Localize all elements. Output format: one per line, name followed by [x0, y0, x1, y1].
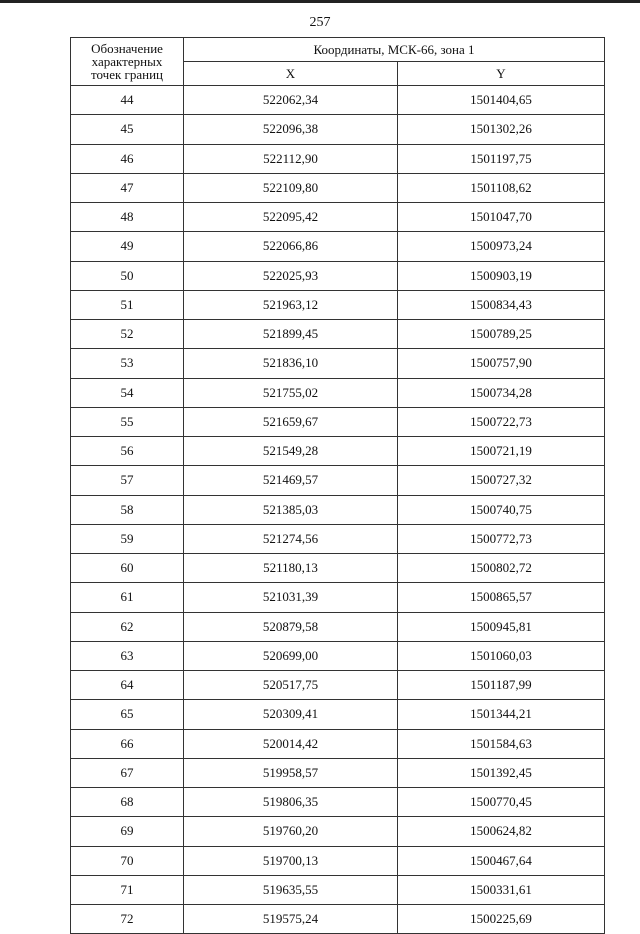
x-coordinate-cell: 519575,24: [184, 905, 398, 934]
table-row: [71, 524, 605, 553]
y-coordinate-cell: 1500945,81: [398, 612, 605, 641]
y-coordinate-cell: 1500734,28: [398, 378, 605, 407]
point-cell: 58: [71, 495, 184, 524]
point-cell: 64: [71, 671, 184, 700]
y-coordinate-cell: 1501584,63: [398, 729, 605, 758]
table-row: [71, 758, 605, 787]
y-coordinate-cell: 1500727,32: [398, 466, 605, 495]
x-coordinate-cell: 521385,03: [184, 495, 398, 524]
x-coordinate-cell: 521549,28: [184, 437, 398, 466]
table-row: [71, 817, 605, 846]
table-row: [71, 729, 605, 758]
y-coordinate-cell: 1500331,61: [398, 875, 605, 904]
table-row: [71, 290, 605, 319]
x-coordinate-cell: 522095,42: [184, 203, 398, 232]
x-coordinate-cell: 521755,02: [184, 378, 398, 407]
x-coordinate-cell: 521180,13: [184, 554, 398, 583]
table-row: [71, 203, 605, 232]
point-cell: 53: [71, 349, 184, 378]
point-designation-header: [71, 38, 184, 86]
point-cell: 47: [71, 173, 184, 202]
table-row: [71, 261, 605, 290]
table-header: [71, 38, 605, 86]
point-designation-line: характерных: [91, 54, 163, 69]
x-coordinate-cell: 519958,57: [184, 758, 398, 787]
point-cell: 46: [71, 144, 184, 173]
y-coordinate-cell: 1500770,45: [398, 788, 605, 817]
table-row: [71, 495, 605, 524]
coordinates-system-header: Координаты, МСК-66, зона 1: [184, 38, 605, 62]
x-coordinate-cell: 521469,57: [184, 466, 398, 495]
x-coordinate-cell: 521963,12: [184, 290, 398, 319]
table-row: [71, 173, 605, 202]
point-cell: 69: [71, 817, 184, 846]
table-row: [71, 554, 605, 583]
x-coordinate-cell: 520309,41: [184, 700, 398, 729]
point-cell: 71: [71, 875, 184, 904]
y-coordinate-cell: 1501404,65: [398, 86, 605, 115]
y-coordinate-cell: 1500467,64: [398, 846, 605, 875]
point-cell: 65: [71, 700, 184, 729]
table-row: [71, 378, 605, 407]
y-coordinate-cell: 1500722,73: [398, 407, 605, 436]
table-row: [71, 583, 605, 612]
x-coordinate-cell: 521031,39: [184, 583, 398, 612]
y-coordinate-cell: 1500721,19: [398, 437, 605, 466]
y-coordinate-cell: 1500834,43: [398, 290, 605, 319]
point-designation-line: Обозначение: [91, 41, 163, 56]
point-cell: 49: [71, 232, 184, 261]
x-coordinate-cell: 522066,86: [184, 232, 398, 261]
x-coordinate-cell: 519806,35: [184, 788, 398, 817]
x-coordinate-cell: 521274,56: [184, 524, 398, 553]
point-cell: 56: [71, 437, 184, 466]
x-column-header: X: [184, 62, 398, 86]
x-coordinate-cell: 520517,75: [184, 671, 398, 700]
y-coordinate-cell: 1501108,62: [398, 173, 605, 202]
table-row: [71, 115, 605, 144]
point-cell: 44: [71, 86, 184, 115]
point-cell: 55: [71, 407, 184, 436]
point-cell: 66: [71, 729, 184, 758]
y-coordinate-cell: 1500789,25: [398, 320, 605, 349]
x-coordinate-cell: 520014,42: [184, 729, 398, 758]
table-row: [71, 875, 605, 904]
x-coordinate-cell: 520699,00: [184, 641, 398, 670]
x-coordinate-cell: 522025,93: [184, 261, 398, 290]
x-coordinate-cell: 520879,58: [184, 612, 398, 641]
table-row: [71, 788, 605, 817]
point-cell: 72: [71, 905, 184, 934]
point-cell: 45: [71, 115, 184, 144]
point-cell: 63: [71, 641, 184, 670]
point-cell: 68: [71, 788, 184, 817]
y-column-header: Y: [398, 62, 605, 86]
table-row: [71, 407, 605, 436]
point-cell: 70: [71, 846, 184, 875]
x-coordinate-cell: 522112,90: [184, 144, 398, 173]
coordinates-table: [70, 37, 605, 934]
y-coordinate-cell: 1500757,90: [398, 349, 605, 378]
table-row: [71, 905, 605, 934]
table-row: [71, 700, 605, 729]
table-row: [71, 846, 605, 875]
table-row: [71, 466, 605, 495]
page-number: 257: [309, 15, 331, 30]
table-row: [71, 671, 605, 700]
point-cell: 61: [71, 583, 184, 612]
x-coordinate-cell: 521659,67: [184, 407, 398, 436]
point-cell: 52: [71, 320, 184, 349]
scan-top-rule: [0, 0, 640, 3]
table-row: [71, 86, 605, 115]
x-coordinate-cell: 522109,80: [184, 173, 398, 202]
x-coordinate-cell: 522062,34: [184, 86, 398, 115]
point-cell: 60: [71, 554, 184, 583]
y-coordinate-cell: 1500624,82: [398, 817, 605, 846]
x-coordinate-cell: 519635,55: [184, 875, 398, 904]
point-cell: 51: [71, 290, 184, 319]
point-designation-line: точек границ: [90, 67, 164, 82]
table-body: [71, 86, 605, 934]
x-coordinate-cell: 522096,38: [184, 115, 398, 144]
x-coordinate-cell: 519760,20: [184, 817, 398, 846]
point-cell: 54: [71, 378, 184, 407]
y-coordinate-cell: 1501187,99: [398, 671, 605, 700]
y-coordinate-cell: 1500772,73: [398, 524, 605, 553]
x-coordinate-cell: 521836,10: [184, 349, 398, 378]
point-cell: 50: [71, 261, 184, 290]
point-cell: 48: [71, 203, 184, 232]
y-coordinate-cell: 1500740,75: [398, 495, 605, 524]
y-coordinate-cell: 1501197,75: [398, 144, 605, 173]
table-row: [71, 232, 605, 261]
y-coordinate-cell: 1501392,45: [398, 758, 605, 787]
x-coordinate-cell: 519700,13: [184, 846, 398, 875]
y-coordinate-cell: 1500973,24: [398, 232, 605, 261]
table-row: [71, 320, 605, 349]
y-coordinate-cell: 1500802,72: [398, 554, 605, 583]
table-row: [71, 641, 605, 670]
y-coordinate-cell: 1500225,69: [398, 905, 605, 934]
y-coordinate-cell: 1501344,21: [398, 700, 605, 729]
point-cell: 62: [71, 612, 184, 641]
x-coordinate-cell: 521899,45: [184, 320, 398, 349]
table-row: [71, 437, 605, 466]
y-coordinate-cell: 1501047,70: [398, 203, 605, 232]
table-row: [71, 349, 605, 378]
y-coordinate-cell: 1500865,57: [398, 583, 605, 612]
y-coordinate-cell: 1501060,03: [398, 641, 605, 670]
point-cell: 57: [71, 466, 184, 495]
point-cell: 67: [71, 758, 184, 787]
table-row: [71, 612, 605, 641]
point-cell: 59: [71, 524, 184, 553]
table-row: [71, 144, 605, 173]
y-coordinate-cell: 1501302,26: [398, 115, 605, 144]
y-coordinate-cell: 1500903,19: [398, 261, 605, 290]
